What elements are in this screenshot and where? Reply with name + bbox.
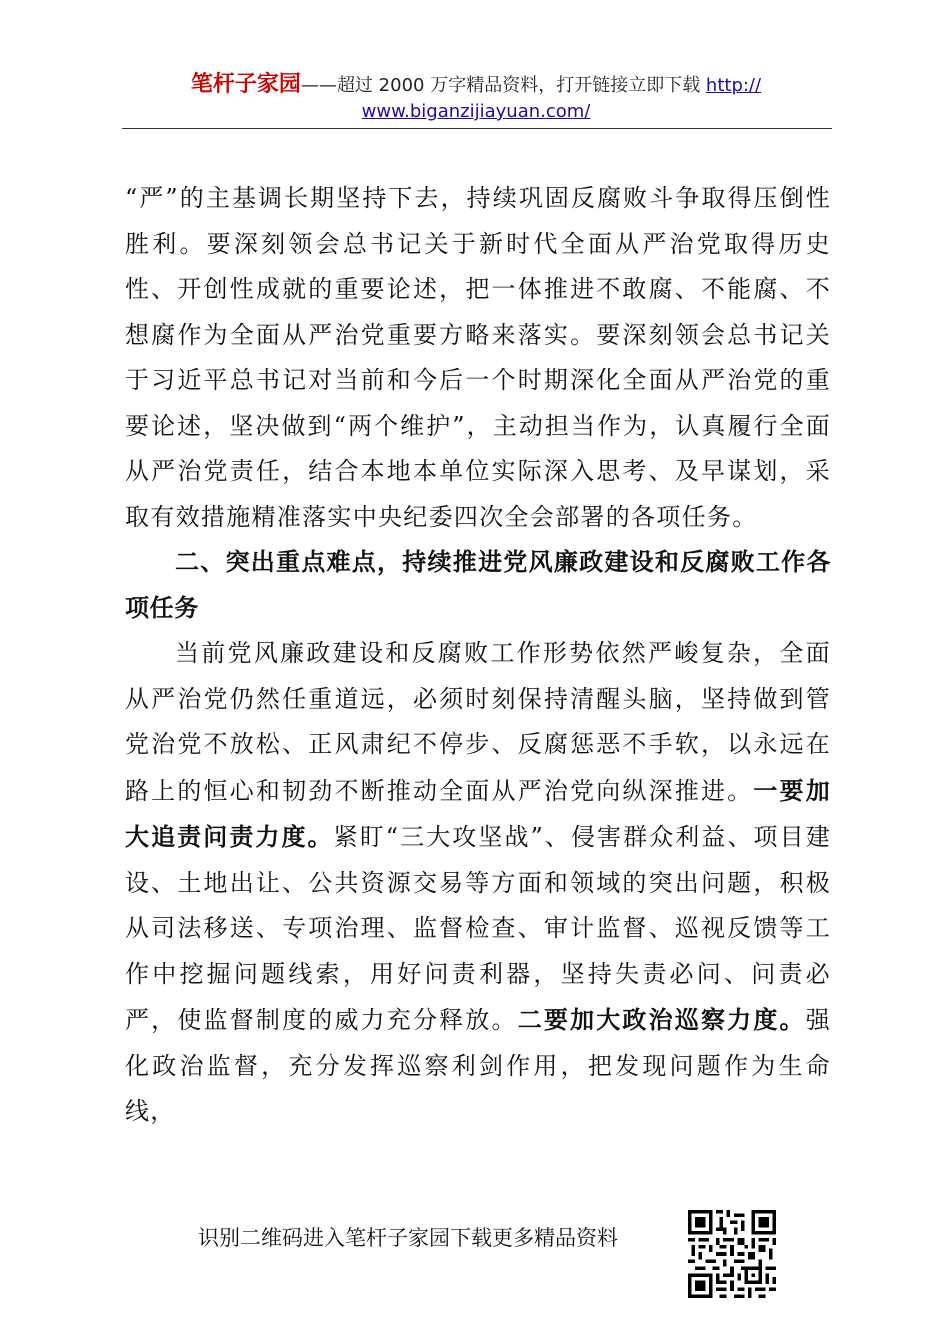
website-link-part2[interactable]: www.biganzijiayuan.com/ bbox=[361, 101, 591, 122]
header-tagline: ——超过 2000 万字精品资料，打开链接立即下载 bbox=[300, 75, 706, 96]
qr-code-icon[interactable] bbox=[688, 1210, 776, 1298]
brand-name: 笔杆子家园 bbox=[190, 72, 301, 97]
section-heading: 二、突出重点难点，持续推进党风廉政建设和反腐败工作各项任务 bbox=[125, 548, 831, 622]
header-divider bbox=[122, 128, 832, 129]
point1-text: 紧盯“三大攻坚战”、侵害群众利益、项目建设、土地出让、公共资源交易等方面和领域的突出问题，积极从司法移送、专项治理、监督检查、审计监督、巡视反馈等工作中挖掘问题线索，用好问责利器，坚持失责必问、问责必严，使监督制度的威力充分释放。 bbox=[125, 823, 831, 1034]
point2-text: 强化政治监督，充分发挥巡察利剑作用，把发现问题作为生命线， bbox=[125, 1006, 831, 1125]
section2-intro: 当前党风廉政建设和反腐败工作形势依然严峻复杂，全面从严治党仍然任重道远，必须时刻保持清醒头脑，坚持做到管党治党不放松、正风肃纪不停步、反腐惩恶不手软，以永远在路上的恒心和韧劲不断推动全面从严治党向纵深推进。 bbox=[125, 639, 831, 805]
paragraph-continuation: “严”的主基调长期坚持下去，持续巩固反腐败斗争取得压倒性胜利。要深刻领会总书记关于新时代全面从严治党取得历史性、开创性成就的重要论述，把一体推进不敢腐、不能腐、不想腐作为全面从严治党重要方略来落实。要深刻领会总书记关于习近平总书记对当前和今后一个时期深化全面从严治党的重要论述，坚决做到“两个维护”，主动担当作为，认真履行全面从严治党责任，结合本地本单位实际深入思考、及早谋划，采取有效措施精准落实中央纪委四次全会部署的各项任务。 bbox=[125, 184, 831, 531]
page-header bbox=[120, 72, 832, 125]
website-link-part1[interactable]: http:// bbox=[705, 75, 762, 96]
document-body bbox=[125, 176, 831, 1135]
footer-caption: 识别二维码进入笔杆子家园下载更多精品资料 bbox=[198, 1226, 618, 1250]
paragraph-section2 bbox=[125, 631, 831, 1135]
point2-title: 二要加大政治巡察力度。 bbox=[517, 1005, 806, 1034]
point1-title: 一要加大追责问责力度。 bbox=[125, 775, 831, 851]
